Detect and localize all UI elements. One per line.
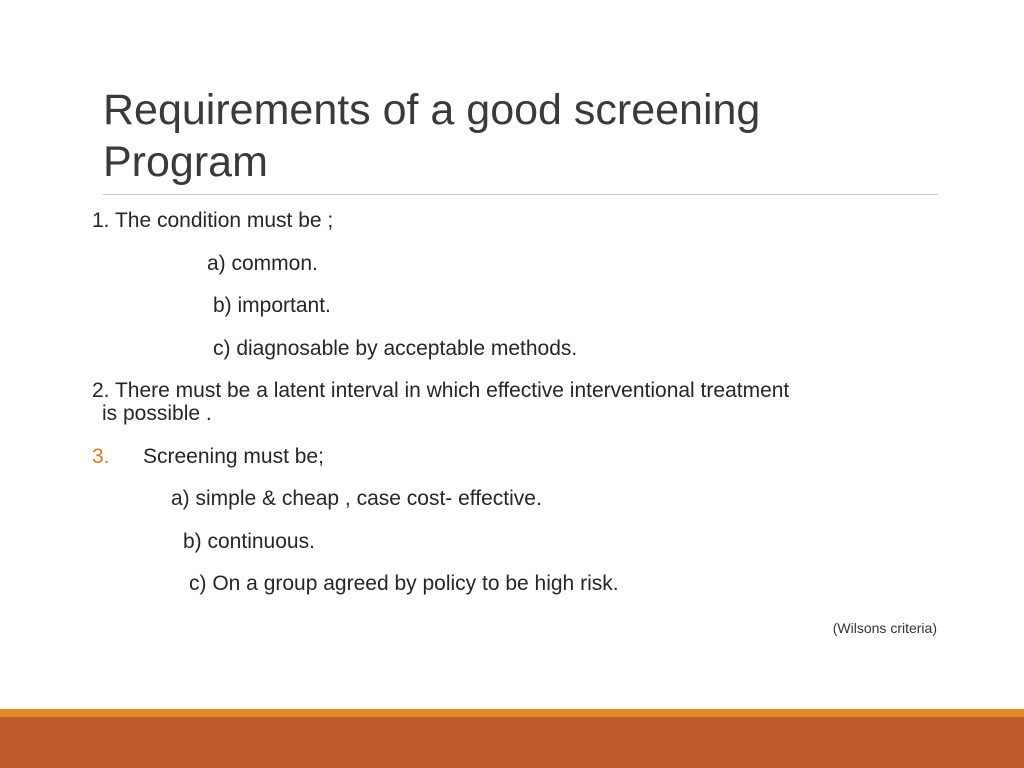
citation: (Wilsons criteria) (832, 620, 937, 636)
title-divider (103, 194, 938, 195)
item-1b: b) important. (213, 294, 331, 317)
footer-band (0, 717, 1024, 768)
item-3-text: Screening must be; (143, 445, 324, 468)
item-1a: a) common. (207, 252, 318, 275)
item-3b: b) continuous. (183, 530, 315, 553)
slide-title-line1: Requirements of a good screening (103, 86, 761, 134)
item-3c: c) On a group agreed by policy to be high risk. (189, 572, 619, 595)
item-2-line1: 2. There must be a latent interval in which effective interventional treatment (92, 379, 790, 402)
item-3-number: 3. (92, 445, 110, 468)
item-3a: a) simple & cheap , case cost- effective. (171, 487, 542, 510)
slide-title (103, 84, 903, 188)
footer-band-accent (0, 709, 1024, 717)
item-2-line2: is possible . (102, 402, 212, 425)
item-1c: c) diagnosable by acceptable methods. (213, 337, 578, 360)
item-1: 1. The condition must be ; (92, 209, 334, 232)
slide-title-line2: Program (103, 138, 268, 186)
